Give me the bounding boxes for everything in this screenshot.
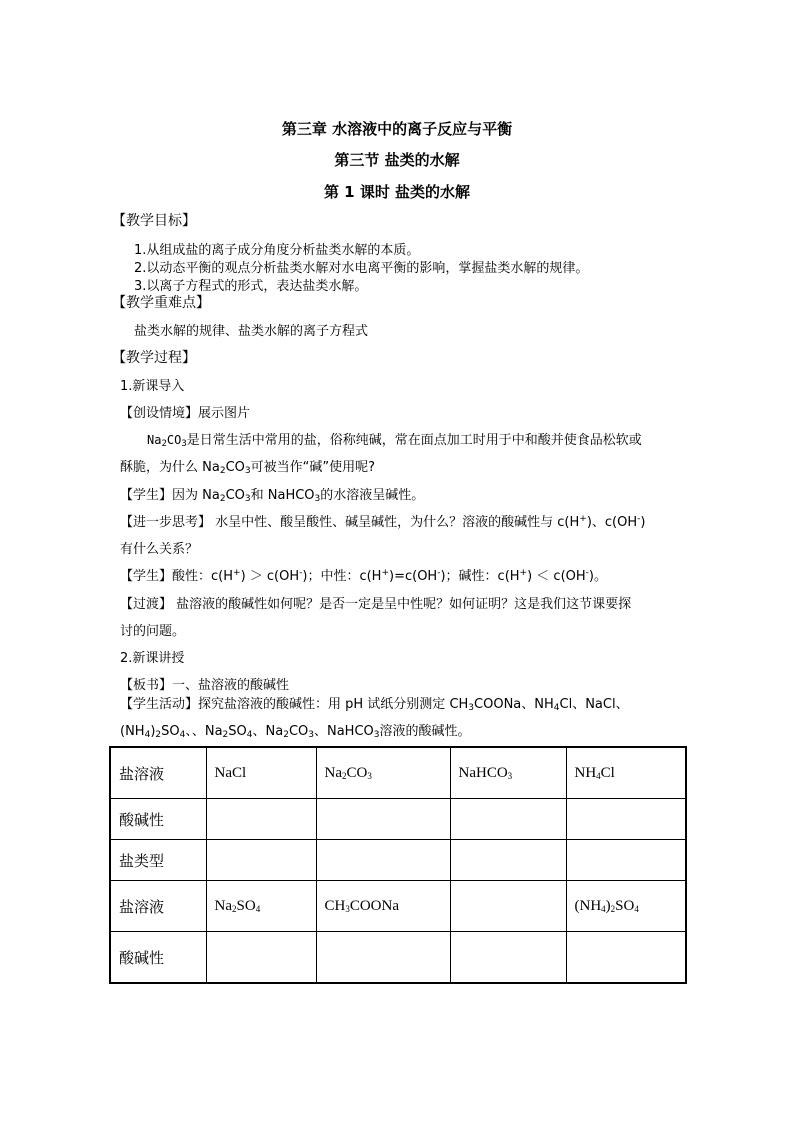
table-cell: $Na_2CO_3$ (316, 747, 450, 799)
formula-na2co3: $Na_2CO_3$ (147, 433, 187, 449)
table-cell (316, 932, 450, 984)
table-cell (450, 881, 566, 932)
table-cell (566, 840, 686, 881)
activity-line-1: 【学生活动】探究盐溶液的酸碱性：用 pH 试纸分别测定 $CH_3COONa$、$NH_4Cl$、NaCl、 (120, 697, 629, 713)
goal-item-2: 2.以动态平衡的观点分析盐类水解对水电离平衡的影响，掌握盐类水解的规律。 (134, 261, 589, 276)
scene-label: 【创设情境】 (120, 406, 199, 421)
table-cell (206, 932, 316, 984)
scene-text: 展示图片 (198, 406, 251, 421)
table-cell (566, 932, 686, 984)
goal-item-1: 1.从组成盐的离子成分角度分析盐类水解的本质。 (134, 243, 420, 258)
table-row (110, 932, 686, 984)
student-label: 【学生】 (120, 488, 173, 503)
board-label: 【板书】 (120, 678, 173, 693)
goal-item-3: 3.以离子方程式的形式，表达盐类水解。 (134, 279, 368, 294)
table-cell: $NH_4Cl$ (566, 747, 686, 799)
student-line-2: 【学生】酸性：c(H+) ＞ c(OH-)；中性：c(H+)=c(OH-)；碱性：c(H+) ＜ c(OH-)。 (120, 568, 607, 584)
keypoints-text: 盐类水解的规律、盐类水解的离子方程式 (134, 324, 369, 339)
salt-solution-table (109, 746, 687, 984)
activity-label: 【学生活动】 (120, 697, 199, 712)
intro-line-2: 酥脆，为什么 $Na_2CO_3$可被当作“碱”使用呢? (120, 460, 375, 476)
table-row (110, 881, 686, 932)
transition-line-1: 【过渡】 盐溶液的酸碱性如何呢？是否一定是呈中性呢？如何证明？这是我们这节课要探 (120, 597, 632, 612)
think-line-2: 有什么关系？ (120, 542, 199, 557)
student-line-1: 【学生】因为 $Na_2CO_3$和 NaHCO$_3$的水溶液呈碱性。 (120, 488, 425, 504)
table-cell: $Na_2SO_4$ (206, 881, 316, 932)
keypoints-heading: 【教学重难点】 (112, 295, 210, 311)
intro-line-1: $Na_2CO_3$是日常生活中常用的盐，俗称纯碱，常在面点加工时用于中和酸并使食品松软或 (147, 433, 642, 449)
lesson-title: 第 1 课时 盐类的水解 (323, 183, 471, 201)
process-heading: 【教学过程】 (112, 350, 196, 366)
table-cell (316, 799, 450, 840)
step-1: 1.新课导入 (120, 379, 185, 394)
table-cell (566, 799, 686, 840)
section-title: 第三节 盐类的水解 (334, 151, 460, 169)
student-label-2: 【学生】 (120, 569, 173, 584)
transition-label: 【过渡】 (120, 597, 173, 612)
goals-heading: 【教学目标】 (112, 213, 196, 229)
table-cell (206, 799, 316, 840)
table-cell: NaHCO$_3$ (450, 747, 566, 799)
table-row (110, 799, 686, 840)
board-line: 【板书】一、盐溶液的酸碱性 (120, 678, 290, 693)
think-line-1: 【进一步思考】 水呈中性、酸呈酸性、碱呈碱性，为什么？溶液的酸碱性与 c(H+)、c(OH-) (120, 514, 646, 530)
table-cell (206, 840, 316, 881)
transition-line-2: 讨的问题。 (120, 624, 186, 639)
table-cell (450, 840, 566, 881)
activity-line-2: $(NH_4)_2SO_4$、、$Na_2SO_4$、$Na_2CO_3$、NaHCO$_3$溶液的酸碱性。 (120, 724, 471, 740)
think-label: 【进一步思考】 (120, 515, 212, 530)
table-cell: $CH_3COONa$ (316, 881, 450, 932)
table-cell: NaCl (206, 747, 316, 799)
row-header: 盐类型 (110, 840, 206, 881)
table-row (110, 840, 686, 881)
row-header: 酸碱性 (110, 932, 206, 984)
table-cell: $(NH_4)_2SO_4$ (566, 881, 686, 932)
row-header: 盐溶液 (110, 747, 206, 799)
step-2: 2.新课讲授 (120, 651, 185, 666)
scene-line (120, 402, 250, 421)
chapter-title: 第三章 水溶液中的离子反应与平衡 (281, 120, 513, 138)
table-cell (450, 932, 566, 984)
table-row (110, 747, 686, 799)
row-header: 盐溶液 (110, 881, 206, 932)
row-header: 酸碱性 (110, 799, 206, 840)
table-cell (450, 799, 566, 840)
table-cell (316, 840, 450, 881)
